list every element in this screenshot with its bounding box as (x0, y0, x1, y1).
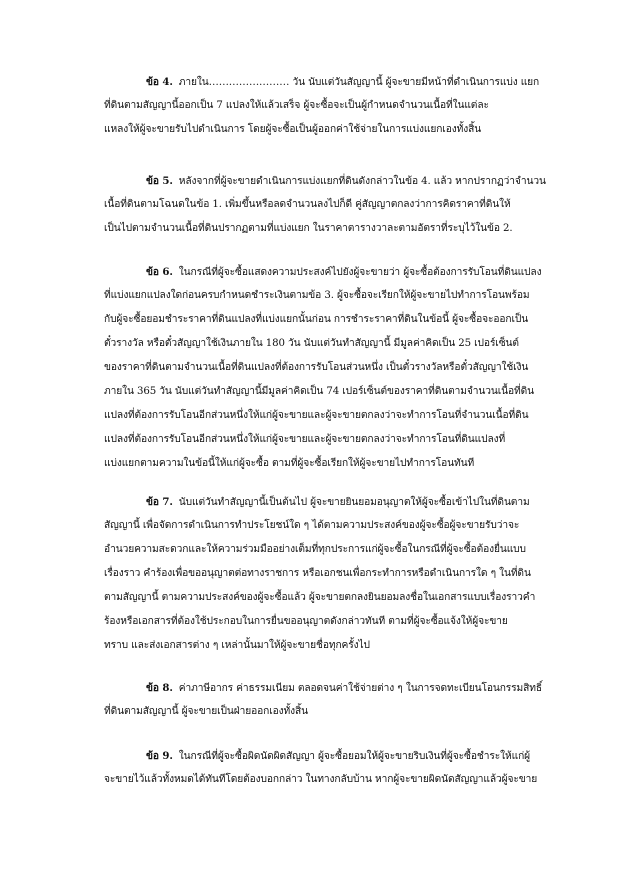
clause-5-number: ข้อ 5. (146, 175, 173, 187)
clause-7-line-7: ทราบ และส่งเอกสารต่าง ๆ เหล่านั้นมาให้ผู้จะขายชื่อทุกครั้งไป (104, 640, 370, 651)
clause-8-line-1: ข้อ 8. ค่าภาษีอากร ค่าธรรมเนียม ตลอดจนค่าใช้จ่ายต่าง ๆ ในการจดทะเบียนโอนกรรมสิทธิ์ (146, 682, 543, 694)
clause-7-line-6: ร้องหรือเอกสารที่ต้องใช้ประกอบในการยื่นขออนุญาตดังกล่าวทันที ตามที่ผู้จะซื้อแจ้งให้ผู้จะขาย (104, 616, 508, 627)
clause-4 (104, 70, 590, 142)
clause-8-number: ข้อ 8. (146, 682, 173, 694)
clause-7-number: ข้อ 7. (146, 496, 173, 508)
clause-5-line-1: ข้อ 5. หลังจากที่ผู้จะขายดำเนินการแบ่งแยกที่ดินดังกล่าวในข้อ 4. แล้ว หากปรากฏว่าจำนวน (146, 175, 546, 187)
clause-6-line-9: แบ่งแยกตามความในข้อนี้ให้แก่ผู้จะซื้อ ตามที่ผู้จะซื้อเรียกให้ผู้จะขายไปทำการโอนทันที (104, 458, 475, 469)
clause-7-line-4: เรื่องราว คำร้องเพื่อขออนุญาตต่อทางราชการ หรือเอกชนเพื่อกระทำการหรือดำเนินการใด ๆ ในที่ดิน (104, 568, 531, 579)
clause-6-line-8: แปลงที่ต้องการรับโอนอีกส่วนหนึ่งให้แก่ผู้จะขายและผู้จะขายตกลงว่าจะทำการโอนที่ดินแปลงที่ (104, 434, 506, 445)
clause-8-line-2: ที่ดินตามสัญญานี้ ผู้จะขายเป็นฝ่ายออกเองทั้งสิ้น (104, 706, 308, 717)
clause-7-line-5: ตามสัญญานี้ ตามความประสงค์ของผู้จะซื้อแล้ว ผู้จะขายตกลงยินยอมลงชื่อในเอกสารแบบเรื่องราวคำ (104, 592, 536, 603)
clause-9-line-1: ข้อ 9. ในกรณีที่ผู้จะซื้อผิดนัดผิดสัญญา ผู้จะซื้อยอมให้ผู้จะขายริบเงินที่ผู้จะซื้อชำระให้แก่ผู้ (146, 750, 531, 762)
clause-6-line-5: ของราคาที่ดินตามจำนวนเนื้อที่ดินแปลงที่ต้องการรับโอนส่วนหนึ่ง เป็นตั๋วรางวัลหรือตั๋วสัญญาใช้เงิน (104, 362, 529, 373)
clause-6-line-6: ภายใน 365 วัน นับแต่วันทำสัญญานี้มีมูลค่าคิดเป็น 74 เปอร์เซ็นต์ของราคาที่ดินตามจำนวนเนื้อที่ดิน (104, 386, 535, 397)
clause-9 (104, 744, 590, 792)
clause-9-number: ข้อ 9. (146, 750, 173, 762)
clause-6-line-2: ที่แบ่งแยกแปลงใดก่อนครบกำหนดชำระเงินตามข้อ 3. ผู้จะซื้อจะเรียกให้ผู้จะขายไปทำการโอนพร้อม (104, 290, 530, 301)
clause-4-line-2: ที่ดินตามสัญญานี้ออกเป็น 7 แปลงให้แล้วเสร็จ ผู้จะซื้อจะเป็นผู้กำหนดจำนวนเนื้อที่ในแต่ละ (104, 100, 489, 111)
clause-4-line-3: แหลงให้ผู้จะขายรับไปดำเนินการ โดยผู้จะซื้อเป็นผู้ออกค่าใช้จ่ายในการแบ่งแยกเองทั้งสิ้น (104, 124, 482, 135)
clause-7-line-1: ข้อ 7. นับแต่วันทำสัญญานี้เป็นต้นไป ผู้จะขายยินยอมอนุญาตให้ผู้จะซื้อเข้าไปในที่ดินตาม (146, 496, 530, 508)
clause-6-line-1: ข้อ 6. ในกรณีที่ผู้จะซื้อแสดงความประสงค์ไปยังผู้จะขายว่า ผู้จะซื้อต้องการรับโอนที่ดินแปลง (146, 266, 542, 278)
clause-7 (104, 490, 590, 658)
clause-5-line-3: เป็นไปตามจำนวนเนื้อที่ดินปรากฏตามที่แบ่งแยก ในราคาตารางวาละตามอัตราที่ระบุไว้ในข้อ 2. (104, 223, 513, 234)
clause-6-number: ข้อ 6. (146, 266, 173, 278)
clause-6-line-4: ตั๋วรางวัล หรือตั๋วสัญญาใช้เงินภายใน 180 วัน นับแต่วันทำสัญญานี้ มีมูลค่าคิดเป็น 25 เปอร์เซ็นต์ (104, 338, 519, 349)
clause-6 (104, 260, 590, 476)
clause-5 (104, 169, 590, 241)
clause-9-line-2: จะขายไว้แล้วทั้งหมดได้ทันทีโดยต้องบอกกล่าว ในทางกลับบ้าน หากผู้จะขายผิดนัดสัญญาแล้วผู้จะขาย (104, 774, 538, 785)
clause-5-line-2: เนื้อที่ดินตามโฉนดในข้อ 1. เพิ่มขึ้นหรือลดจำนวนลงไปก็ดี คู่สัญญาตกลงว่าการคิดราคาที่ดินให้ (104, 199, 511, 210)
clause-6-line-3: กับผู้จะซื้อยอมชำระราคาที่ดินแปลงที่แบ่งแยกนั้นก่อน การชำระราคาที่ดินในข้อนี้ ผู้จะซื้อจะออกเป็น (104, 314, 529, 325)
clause-4-number: ข้อ 4. (146, 76, 173, 88)
clause-7-line-2: สัญญานี้ เพื่อจัดการดำเนินการทำประโยชน์ใด ๆ ได้ตามความประสงค์ของผู้จะซื้อผู้จะขายรับว่าจะ (104, 520, 520, 531)
clause-7-line-3: อำนวยความสะดวกและให้ความร่วมมืออย่างเต็มที่ทุกประการแก่ผู้จะซื้อในกรณีที่ผู้จะซื้อต้องยื่นแบบ (104, 544, 526, 555)
clause-8 (104, 676, 590, 724)
clause-4-line-1: ข้อ 4. ภายใน…………………… วัน นับแต่วันสัญญานี้ ผู้จะขายมีหน้าที่ดำเนินการแบ่ง แยก (146, 76, 540, 88)
clause-6-line-7: แปลงที่ต้องการรับโอนอีกส่วนหนึ่งให้แก่ผู้จะขายและผู้จะขายตกลงว่าจะทำการโอนที่จำนวนเนื้อที่ดิน (104, 410, 529, 421)
